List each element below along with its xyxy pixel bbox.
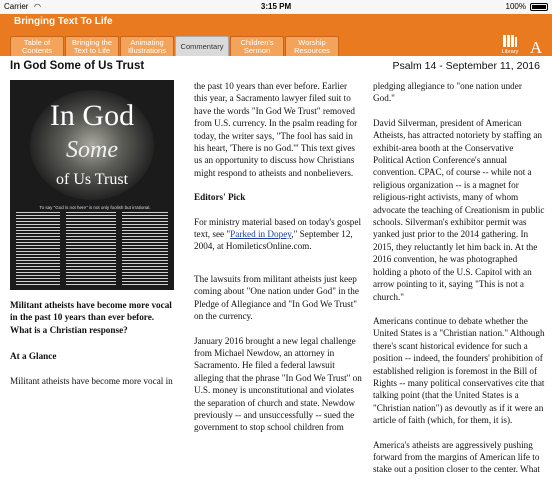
tab-label: Commentary (180, 41, 224, 51)
tab-animating-illustrations[interactable] (120, 36, 174, 56)
cover-title-some: Some (66, 137, 118, 163)
tab-childrens-sermon[interactable] (230, 36, 284, 56)
paragraph: the past 10 years than ever before. Earlier this year, a Sacramento lawyer filed suit to have the words "In God We Trust" removed from U.S. currency. In the psalm reading for today, the writer says, "The fool has said in his heart, 'There is no God.'" This text gives us an opportunity to discuss how Christians might respond to atheists and nonbelievers. (194, 81, 358, 178)
paragraph: America's atheists are aggressively pushing forward from the margins of American life to stake out a position closer to the center. What (373, 439, 540, 475)
article-title: In God Some of Us Trust (10, 60, 145, 72)
app-header (0, 14, 552, 56)
app-title: Bringing Text To Life (14, 16, 113, 27)
paragraph: January 2016 brought a new legal challenge from Michael Newdow, an attorney in Sacramento. He filed a federal lawsuit alleging that the phrase "In God We Trust" on U.S. money is unconstitutional and violates the separation of church and state. Newdow previously -- and unsuccessfully -- sued the government to stop school children from (194, 335, 362, 433)
tab-bar (10, 36, 340, 56)
paragraph: pledging allegiance to "one nation under God." (373, 81, 522, 104)
library-icon (502, 34, 518, 48)
cover-text-column (16, 212, 60, 286)
cover-tagline: To say "God is not here" is not only foolish but irrational. (39, 205, 151, 210)
tab-label: Children's Sermon (240, 37, 274, 55)
tab-commentary[interactable] (175, 36, 229, 56)
article-header (0, 56, 552, 80)
library-label: Library (501, 49, 519, 55)
battery-icon (530, 3, 548, 11)
tab-label: Bringing the Text to Life (71, 37, 113, 55)
tab-bringing-text-to-life[interactable] (65, 36, 119, 56)
cover-text-column (122, 212, 168, 286)
parked-in-dopey-link[interactable]: Parked in Dopey (230, 229, 292, 240)
cover-image (10, 80, 174, 290)
editors-pick-paragraph: For ministry material based on today's gospel text, see "Parked in Dopey," September 12, 2004, at HomileticsOnline.com. (194, 216, 362, 252)
tab-label: Table of Contents (21, 37, 53, 55)
carrier-label: Carrier (4, 2, 29, 11)
status-bar (0, 0, 552, 14)
article-column-3 (373, 80, 545, 488)
paragraph: David Silverman, president of American Atheists, has attracted notoriety by staffing an exhibit-area booth at the Conservative Political Action Conference's annual convention. CPAC, of course -- while not a religious organization -- is a magnet for religious-right activists, many of whom advocate the teaching of Creationism in public schools. Silverman's exhibitor permit was yanked just prior to the 2014 gathering. In 2015, they reluctantly let him back in. At the 2016 convention, he was photographed holding a photo of the U.S. Capitol with an arrow pointing to it, saying "This is not a church." (373, 117, 545, 302)
paragraph: Americans continue to debate whether the United States is a "Christian nation." Although there's scant historical evidence for such a position -- indeed, the founders' prohibition of established religion is foremost in the Bill of Rights -- many political conservatives cite that talking point (that the United States is a "Christian nation") as devoutly as if it were an article of faith (which, for them, it is). (373, 315, 545, 426)
wifi-icon: ◠ (34, 2, 41, 11)
article-column-1 (10, 80, 174, 399)
paragraph: The lawsuits from militant atheists just keep coming about "One nation under God" in the Pledge of Allegiance and "In God We Trust" on the currency. (194, 273, 359, 322)
cover-text-column (66, 212, 116, 286)
tab-label: Animating Illustrations (128, 37, 166, 55)
editors-pick-heading: Editors' Pick (194, 192, 246, 203)
cover-title-of-us-trust: of Us Trust (55, 171, 129, 188)
cover-title-god: In God (49, 99, 135, 132)
tab-table-of-contents[interactable] (10, 36, 64, 56)
article-date: Psalm 14 - September 11, 2016 (392, 60, 540, 72)
lead-question: Militant atheists have become more vocal in the past 10 years than ever before. What is a Christian response? (10, 300, 172, 335)
status-time: 3:15 PM (260, 2, 292, 11)
battery-percent: 100% (505, 2, 526, 11)
tab-worship-resources[interactable] (285, 36, 339, 56)
paragraph: Militant atheists have become more vocal in (10, 375, 173, 386)
tab-label: Worship Resources (294, 37, 330, 55)
article-column-2 (194, 80, 362, 446)
at-a-glance-heading: At a Glance (10, 351, 57, 362)
text-size-icon: A (529, 38, 543, 57)
